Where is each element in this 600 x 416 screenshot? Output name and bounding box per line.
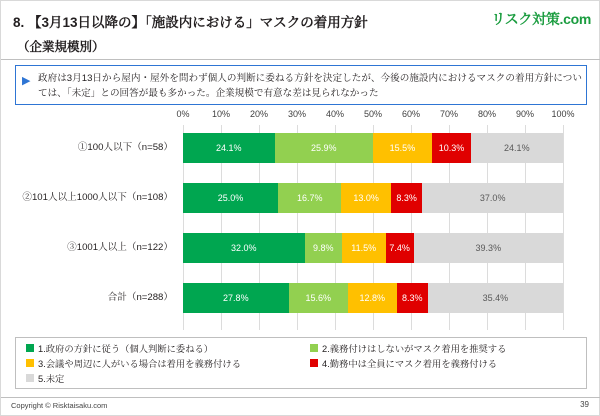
- bar-segment: 25.9%: [275, 133, 373, 163]
- chart-row: [15, 283, 587, 313]
- legend-item[interactable]: [26, 357, 241, 372]
- chart-plot-area: [15, 125, 587, 330]
- x-tick-label: 90%: [515, 109, 535, 119]
- legend-swatch-icon: [310, 344, 318, 352]
- legend-swatch-icon: [26, 359, 34, 367]
- bullet-arrow-icon: ▶: [22, 75, 31, 87]
- chart-row: [15, 133, 587, 163]
- x-tick-label: 0%: [176, 109, 190, 119]
- legend-item[interactable]: [310, 342, 506, 357]
- category-label: ①100人以下（n=58）: [77, 142, 173, 153]
- x-tick-label: 80%: [477, 109, 497, 119]
- bar-segment: 8.3%: [391, 183, 423, 213]
- legend-item[interactable]: [26, 372, 64, 387]
- x-tick-label: 10%: [211, 109, 231, 119]
- bar-segment: 13.0%: [341, 183, 390, 213]
- stacked-bar-chart: [15, 109, 587, 334]
- category-label: ③1001人以上（n=122）: [67, 242, 173, 253]
- header-divider: [1, 59, 600, 60]
- x-tick-label: 50%: [363, 109, 383, 119]
- x-tick-label: 30%: [287, 109, 307, 119]
- bar-segment: 9.8%: [305, 233, 342, 263]
- bar-segment: 15.5%: [373, 133, 432, 163]
- legend-swatch-icon: [310, 359, 318, 367]
- legend-label: 1.政府の方針に従う（個人判断に委ねる）: [38, 344, 214, 354]
- bar-stack: [183, 283, 563, 313]
- chart-legend: [15, 337, 587, 389]
- brand-logo: リスク対策.com: [491, 11, 591, 27]
- bar-stack: [183, 133, 563, 163]
- bar-stack: [183, 183, 563, 213]
- bar-segment: 8.3%: [397, 283, 429, 313]
- x-tick-label: 60%: [401, 109, 421, 119]
- x-axis-tick-labels: [15, 109, 587, 123]
- bar-segment: 32.0%: [183, 233, 305, 263]
- bar-segment: 15.6%: [289, 283, 348, 313]
- footer-divider: [1, 397, 600, 398]
- legend-row: [22, 372, 580, 387]
- bar-segment: 10.3%: [432, 133, 471, 163]
- bar-segment: 37.0%: [422, 183, 563, 213]
- legend-swatch-icon: [26, 374, 34, 382]
- x-tick-label: 40%: [325, 109, 345, 119]
- x-tick-label: 70%: [439, 109, 459, 119]
- category-label: 合計（n=288）: [107, 292, 173, 303]
- summary-text: 政府は3月13日から屋内・屋外を問わず個人の判断に委ねる方針を決定したが、今後の施設内におけるマスクの着用方針については、「未定」との回答が最も多かった。企業規模で有意な差は見られなかった: [38, 73, 582, 99]
- page-number: 39: [580, 400, 589, 409]
- bar-segment: 25.0%: [183, 183, 278, 213]
- legend-item[interactable]: [310, 357, 497, 372]
- bar-segment: 7.4%: [386, 233, 414, 263]
- chart-row: [15, 183, 587, 213]
- bar-segment: 24.1%: [471, 133, 563, 163]
- legend-label: 2.義務付けはしないがマスク着用を推奨する: [322, 344, 507, 354]
- legend-row: [22, 342, 580, 357]
- x-tick-label: 20%: [249, 109, 269, 119]
- category-label: ②101人以上1000人以下（n=108）: [22, 192, 173, 203]
- legend-item[interactable]: [26, 342, 213, 357]
- legend-label: 5.未定: [38, 374, 65, 384]
- bar-segment: 24.1%: [183, 133, 275, 163]
- chart-row: [15, 233, 587, 263]
- copyright-text: Copyright © Risktaisaku.com: [11, 401, 108, 410]
- x-tick-label: 100%: [551, 109, 575, 119]
- bar-segment: 39.3%: [414, 233, 563, 263]
- bar-segment: 35.4%: [428, 283, 563, 313]
- slide-header: [1, 1, 600, 63]
- bar-stack: [183, 233, 563, 263]
- bar-segment: 16.7%: [278, 183, 341, 213]
- legend-row: [22, 357, 580, 372]
- summary-callout: [15, 65, 587, 105]
- bar-segment: 12.8%: [348, 283, 397, 313]
- legend-label: 3.会議や周辺に人がいる場合は着用を義務付ける: [38, 359, 241, 369]
- bar-segment: 11.5%: [342, 233, 386, 263]
- legend-swatch-icon: [26, 344, 34, 352]
- legend-label: 4.勤務中は全員にマスク着用を義務付ける: [322, 359, 498, 369]
- page-subtitle: （企業規模別）: [17, 40, 105, 54]
- page-title: 8. 【3月13日以降の】「施設内における」マスクの着用方針: [13, 15, 368, 30]
- bar-segment: 27.8%: [183, 283, 289, 313]
